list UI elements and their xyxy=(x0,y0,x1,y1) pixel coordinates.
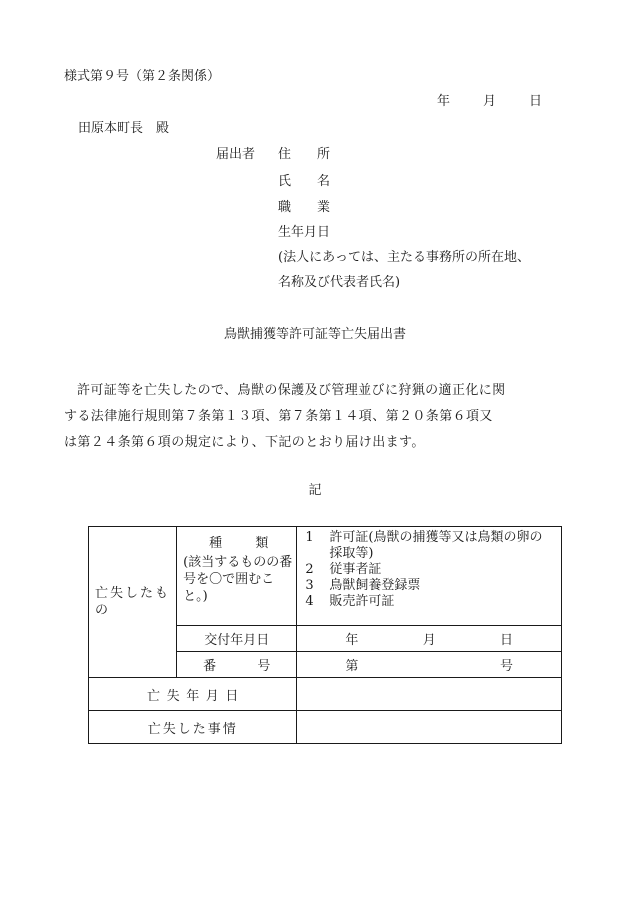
table-row xyxy=(89,711,562,744)
document-title: 鳥獣捕獲等許可証等亡失届出書 xyxy=(223,327,406,342)
body-line-1: 許可証等を亡失したので、鳥獣の保護及び管理並びに狩猟の適正化に関 xyxy=(77,383,506,398)
lost-item-table xyxy=(88,526,562,744)
date-year-label: 年 xyxy=(437,94,451,109)
filer-field-occupation: 職 業 xyxy=(278,200,331,215)
loss-date-label xyxy=(89,678,297,711)
loss-circumstances-field[interactable] xyxy=(297,711,562,744)
filer-field-name: 氏 名 xyxy=(278,174,331,189)
ki-heading: 記 xyxy=(308,483,322,498)
kind-note: (該当するものの番号を〇で囲むこと。) xyxy=(183,555,293,604)
loss-date-label-char: 月 xyxy=(205,688,219,704)
body-line-2: する法律施行規則第７条第１３項、第７条第１４項、第２０条第６項又 xyxy=(64,409,493,424)
lost-item-label-text: 亡失したもの xyxy=(95,586,171,618)
issue-date-field[interactable] xyxy=(297,626,562,652)
option-number: 3 xyxy=(305,578,314,593)
loss-date-label-char: 失 xyxy=(166,688,180,704)
kind-option-1[interactable] xyxy=(305,530,555,562)
number-suffix: 号 xyxy=(499,659,513,674)
issue-date-month: 月 xyxy=(422,633,436,648)
number-label-char: 号 xyxy=(257,659,271,674)
date-line xyxy=(437,95,542,108)
kind-option-3[interactable] xyxy=(305,578,555,594)
addressee: 田原本町長 殿 xyxy=(78,121,170,136)
loss-date-field[interactable] xyxy=(297,678,562,711)
loss-date-label-char: 年 xyxy=(186,688,200,704)
kind-label-char: 種 xyxy=(209,536,223,551)
number-label-char: 番 xyxy=(203,659,217,674)
loss-date-label-char: 日 xyxy=(225,688,239,704)
kind-label-char: 類 xyxy=(255,536,269,551)
option-number: 1 xyxy=(305,530,314,545)
option-text: 従事者証 xyxy=(329,562,382,577)
option-text: 鳥獣飼養登録票 xyxy=(329,578,421,593)
loss-circumstances-label: 亡失した事情 xyxy=(89,711,297,744)
kind-option-2[interactable] xyxy=(305,562,555,578)
date-month-label: 月 xyxy=(482,94,496,109)
body-line-3: は第２４条第６項の規定により、下記のとおり届け出ます。 xyxy=(64,435,425,450)
issue-date-label: 交付年月日 xyxy=(177,626,297,652)
kind-options-cell xyxy=(297,527,562,626)
option-text: 許可証(鳥獣の捕獲等又は鳥類の卵の採取等) xyxy=(329,530,543,561)
table-row xyxy=(89,678,562,711)
form-number: 様式第９号（第２条関係） xyxy=(64,69,221,84)
filer-note-line2: 名称及び代表者氏名) xyxy=(278,275,401,290)
number-label xyxy=(177,652,297,678)
issue-date-year: 年 xyxy=(345,633,359,648)
kind-label-cell xyxy=(177,527,297,626)
option-number: 4 xyxy=(305,594,314,609)
date-day-label: 日 xyxy=(528,94,542,109)
filer-field-birthdate: 生年月日 xyxy=(278,225,331,240)
option-number: 2 xyxy=(305,562,314,577)
loss-date-label-char: 亡 xyxy=(147,688,161,704)
number-field[interactable] xyxy=(297,652,562,678)
number-prefix: 第 xyxy=(345,659,359,674)
option-text: 販売許可証 xyxy=(329,594,395,609)
filer-note-line1: (法人にあっては、主たる事務所の所在地、 xyxy=(278,250,530,265)
table-row xyxy=(89,527,562,626)
kind-label xyxy=(181,535,292,554)
issue-date-day: 日 xyxy=(499,633,513,648)
lost-item-label xyxy=(89,527,177,678)
filer-field-address: 住 所 xyxy=(278,147,331,162)
body-text xyxy=(64,378,564,456)
kind-option-4[interactable] xyxy=(305,594,555,610)
filer-label: 届出者 xyxy=(216,147,256,162)
